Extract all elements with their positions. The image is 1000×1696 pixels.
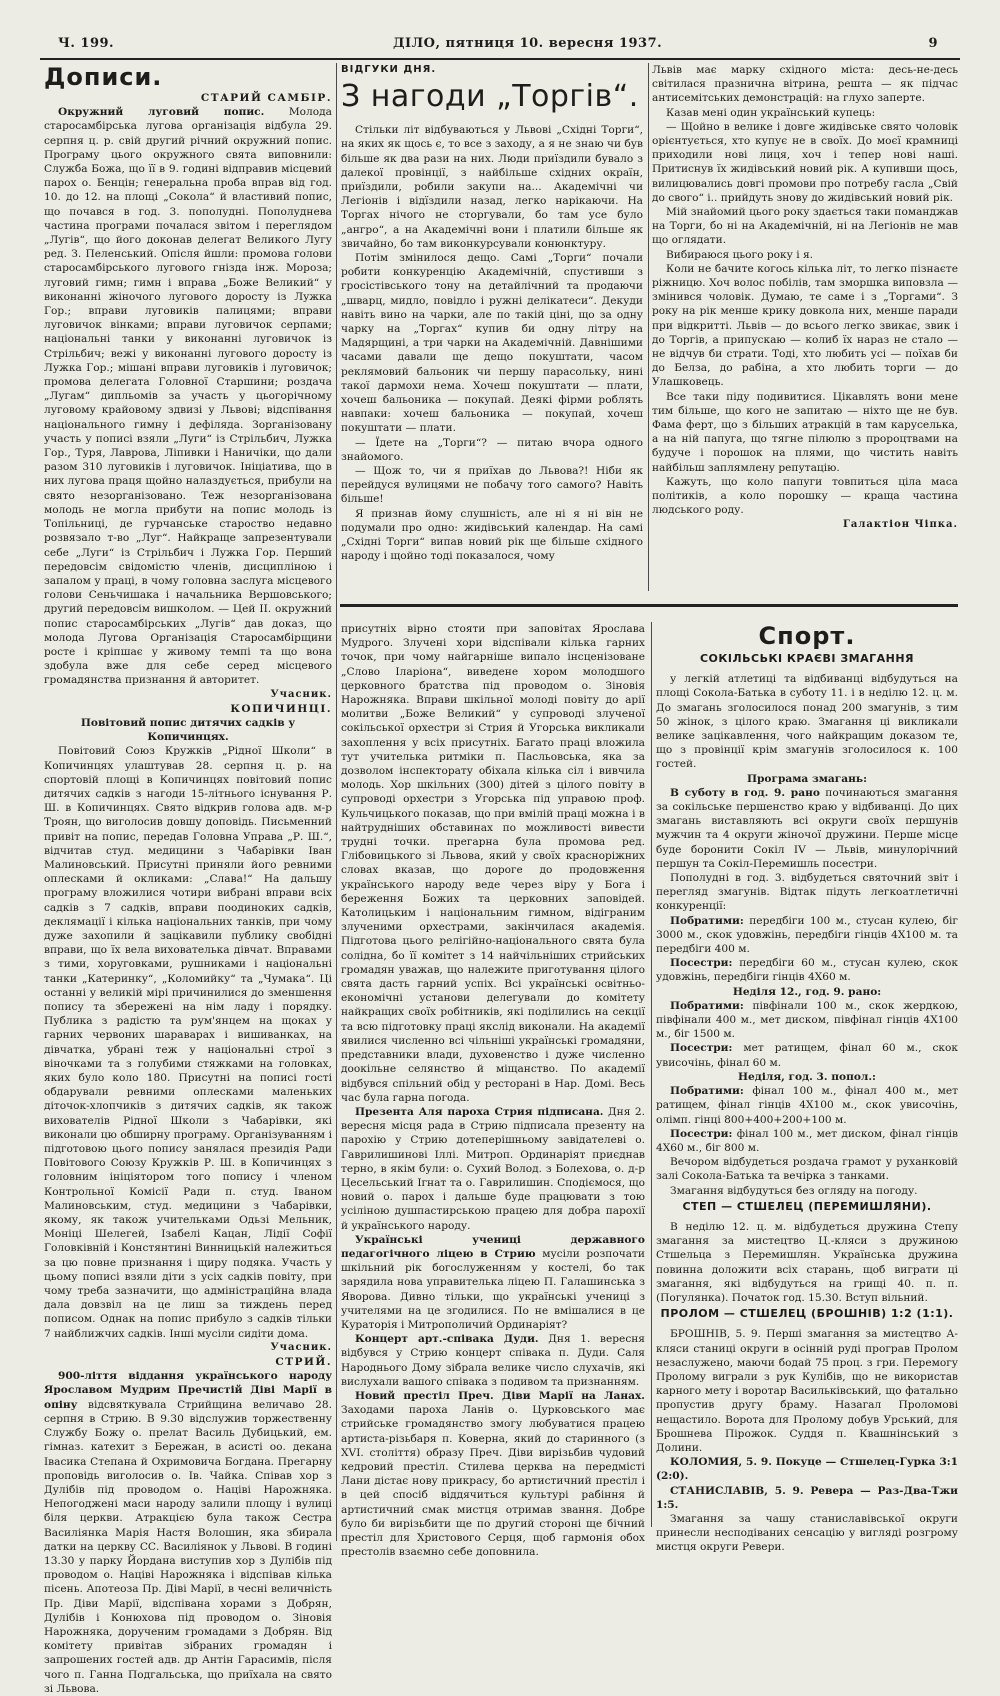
- issue-number: Ч. 199.: [58, 36, 115, 51]
- program-day: Неділя, год. 3. попол.:: [738, 1070, 876, 1083]
- vidguky-kicker: ВІДГУКИ ДНЯ.: [341, 64, 437, 75]
- program-text: починаються змагання за сокільське першенство краю у відбиванці. До цих змагань виставляють всі округи своїх першунів мужчин та 4 округи жіночої дружини. Перше місце буде боронити Сокіл IV — Львів, минулорічний першун та Сокіл-Перемишль посестри.: [656, 786, 958, 870]
- paragraph: Пополудні в год. 3. відбудеться святочний звіт і перегляд змагунів. Відтак підуть легкоатлетичні конкуренції:: [656, 872, 958, 913]
- dopysy-column: [44, 63, 332, 1695]
- paragraph: Стільки літ відбуваються у Львові „Східні Торги“, на яких як щось є, то все з заходу, а я не знаю чи був більше як два рази на них. Люди приїздили бувало з далекої провінції, з найбільше східних окраїн, приїздили, робили закупи на... Академічні чи Легіонів і відїздили назад, легко нарікаючи. На Торгах нічого не сторгували, бо там усе було „ангро“, а на Академічні вони і платили більше як звичайно, бо там виконкурсували конюнктуру.: [341, 124, 643, 250]
- news-title: Українські учениці державного педагогічного ліцею в Стрию: [341, 1233, 645, 1260]
- paragraph: присутніх вірно стояти при заповітах Ярослава Мудрого. Злучені хори відспівали кілька гарних точок, при чому найгарніше випало інсценізоване „Слово Іларіона“, виведене хором молодшого церковного братства під проводом о. Зіновія Нарожняка. Вправи шкільної молоді повіту до арії молитви „Боже Великий“ у супроводі злученої сокільської орхестри зі Стрия й Угорська викликали захоплення у всіх присутніх. Багато праці вложила тут учителька ритміки п. Пасльовська, яка за дозволом інспекторату обіхала кілька сіл і вивчила молодь. Хор шкільних (300) дітей з цілого повіту в супроводі орхестри з Угорська під управою проф. Кульчицького показав, що при вмілій праці можна і в найтрудніших обставинах по можливості вивести трудні точки. прегарна була промова ред. Глібовицького зі Львова, який у своїх красноріжних словах вказав, що дороге до продовження українського народу веде через віру у Бога і береження Божих та церковних заповідей. Католицьким і національним гимном, відіграним злученими орхестрами, закінчилася академія. Підготова цього релігійно-національного свята була солідна, бо її комітет з 14 найчільніших стрийських громадян уважав, що належите приготування цілого свята дасть гарний успіх. Всі українські освітньо-економічні установи делегували до комітету найкращих своїх робітників, які поділились на секції та всю підготовку праці якслід виконали. На академії явилися численно всі чільніші українські громадяни, представники влади, духовенство і дуже численно доокільне селянство й міщанство. По академії відбувся спільний обід у ресторані в Нар. Домі. Весь час була гарна погода.: [341, 623, 645, 1104]
- place-staryi-sambir: СТАРИЙ САМБІР.: [200, 92, 332, 104]
- news-item: [341, 1389, 645, 1559]
- news-text: мусіли розпочати шкільний рік богослуженням у костелі, бо так зарядила нова управителька ліцею П. Галашинська з Яворова. Дивно тільки, що українські учениці з учителями на це згодилися. По не вмішалися в це Кураторія і Митрополичий Ординаріят?: [341, 1247, 645, 1331]
- article-text: Молода старосамбірська лугова організація відбула 29. серпня ц. р. свій другий річний окружний попис. Програму цього окружного свята виповнили: Служба Божа, що її в 9. годині відправив місцевий парох о. Бенцін; генеральна проба вправ від год. 10. до 12. на площі „Сокола“ й властивий попис, що почався в год. 3. пополудні. Пополуднева частина програми почалася звітом і переглядом „Лугів“, що його доконав делегат Великого Лугу ред. З. Пеленський. Опісля йшли: промова голови старосамбірського лугового гнізда інж. Мороза; луговий гимн; гимн і вправа „Боже Великий“ у виконанні жіночого лугового доросту із Лужка Гор.; вправи луговиків палицями; вправи луговичок вінками; вправи луговичок серпами; національні танки у виконанні луговичок із Стрільбич; вежі у виконанні лугового доросту із Лужка Гор.; мішані вправи луговиків і луговичок; промова делегата Головної Старшини; роздача „Лугам“ дипльомів за участь у цьогорічному луговому крайовому здвизі у Львові; відспівання національного гимну і дефіляда. Зорганізовану участь у пописі взяли „Луги“ із Стрільбич, Лужка Гор., Туря, Лаврова, Ліпивки і Наничіки, що дали разом 310 луговиків і луговичок. Ініціатива, що в них лугова праця щойно налаздується, прибули на свято незорганізовано. Теж незорганізована молодь не могла прибути на попис молодь із Топільниці, де гурчанське староство недавно розвязало т-во „Луг“. Найкраще запрезентували себе „Луги“ із Стрільбич і Лужка Гор. Перший передовсім свідомістю членів, дисципліною і запалом у праці, в чому головна заслуга місцевого голови Сеньчишака і начальника Вершовського; другий передовсім вишколом. — Цей II. окружний попис старосамбірських „Лугів“ дав доказ, що молода Лугова Організація Старосамбірщини росте і кріпшає у живому темпі та що вона здобула вже для себе серед місцевого громадянства признання й авторитет.: [44, 106, 332, 687]
- match-heading: ПРОЛОМ — СТШЕЛЕЦ (БРОШНІВ) 1:2 (1:1).: [660, 1307, 954, 1321]
- program-item: [656, 914, 958, 957]
- column-divider: [651, 622, 652, 1527]
- program-label: Побратими:: [670, 999, 744, 1012]
- program-label: В суботу в год. 9. рано: [670, 786, 820, 799]
- paragraph: В неділю 12. ц. м. відбудеться дружина Степу змагання за мистецтво Ц.-кляси з дружиною Стшельца з Перемишлян. Українська дружина повинна доложити всіх старань, щоб виграти ці змагання, які відбудуться на грищі 40. п. п. (Погулянка). Початок год. 15.30. Вступ вільний.: [656, 1220, 958, 1304]
- paragraph: Змагання відбудуться без огляду на погоду.: [670, 1184, 918, 1197]
- program-item: [656, 999, 958, 1042]
- news-text: Дня 2. вересня місця рада в Стрию підписала презенту на парохію у Стрию дотеперішньому завідателеві о. Гаврилишинові Іллі. Митроп. Ординаріят приєднав терно, в якім були: о. Сухий Волод. з Болехова, о. д-р Цесельський Ігнат та о. Гаврилишин. Сподіємося, що новий о. парох і дальше буде працювати з тою усіліною душпастирською працею для добра парохії й українського народу.: [341, 1105, 645, 1232]
- paragraph: у легкій атлетиці та відбиванці відбудуться на площі Сокола-Батька в суботу 11. і в неділю 12. ц. м. До змагань зголосилося понад 200 змагунів, з тим 50 жінок, з цілого краю. Змагання ці викликали велике зацікавлення, чого найкращим доказом те, що з провінції крім змагунів зголосилося к. 100 гостей.: [656, 673, 958, 771]
- program-label: Побратими:: [670, 1085, 744, 1098]
- place-stryi: СТРИЙ.: [275, 1356, 332, 1369]
- vidguky-continued: [652, 63, 958, 591]
- column-divider: [648, 63, 649, 591]
- program-heading: Програма змагань:: [746, 772, 868, 785]
- article-title: 900-ліття віддання українського народу Ярославом Мудрим Пречистій Діві Марії в опіну: [44, 1370, 332, 1411]
- article-title: Повітовий попис дитячих садків у Копичинцях.: [80, 716, 296, 744]
- article-900-years: [44, 1369, 332, 1696]
- program-label: Посестри:: [670, 1127, 733, 1140]
- program-item: [656, 1084, 958, 1127]
- paragraph: БРОШНІВ, 5. 9. Перші змагання за мистецтво А-кляси станиці округи в осінній руді програв Пролом незаслужено, маючи бодай 75 проц. з гри. Перемогу Пролому виграли з рук Кулібів, що не використав карного мету і воротар Васильківський, що фатально пропустив другу браму. Назагал Проломові нещастило. Ворота для Пролому добув Урський, для Брошнева Пірожок. Суддя п. Квашнінський з Долини.: [656, 1328, 958, 1454]
- paragraph: Вечором відбудеться роздача грамот у руханковій залі Сокола-Батька та вечірка з танками.: [656, 1156, 958, 1183]
- program-label: Посестри:: [670, 957, 733, 970]
- page-number: 9: [928, 36, 938, 51]
- news-title: Новий престіл Преч. Діви Марії на Ланах.: [355, 1389, 645, 1402]
- article-text: відсвяткувала Стрийщина величаво 28. серпня в Стрию. В 9.30 відслужив торжественну Службу Божу о. прелат Василь Дубицький, ем. гімназ. катехит з Бережан, в асисті оо. декана Івасика Степана й Охримовича Богдана. Прегарну проповідь виголосив о. Ів. Чайка. Співав хор з Дулібів під проводом о. Націві Нарожняка. Непогоджені маси народу залили площу і вулиці біля церкви. Атракцією була також Сестра Василіянка Марія Настя Волошин, яка збирала датки на церкву СС. Василіянок у Львові. В годині 13.30 у парку Йордана виступив хор з Дулібів під проводом о. Націві Нарожняка і відспівав кілька пісень. Апотеоза Пр. Діві Марії, в чесні величність Пр. Діви Марії, відспівана хорами з Добрян, Дулібів і Конюхова під проводом о. Зіновія Нарожняка, дорученим громадами з Добрян. Від комітету привітав зібраних громадян і запрошених гостей адв. др Антін Гарасимів, після чого п. Ганна Подгальська, що приїхала на свято зі Львова.: [44, 1398, 332, 1695]
- paragraph: Потім змінилося дещо. Самі „Торги“ почали робити конкуренцію Академічній, спустивши з гросістівського тону на детайлічний та продаючи „шварц, мидло, повідло і ружні делікатеси“. Декуди навіть вино на чарки, але по такій ціні, що за одну чарку на „Торгах“ купив би одну літру на Мадярщині, а три чарки на Академічній. Давнішими часами давали ще дещо покуштати, часом реклямовий бальоник чи першу парасольку, нині такої дармохи нема. Хочеш покуштати — плати, хочеш бальоника — покупай. Деякі фірми роблять навпаки: хочеш бальоника — покупай, хочеш покуштати — плати.: [341, 252, 643, 435]
- paragraph: Казав мені один український купець:: [666, 106, 876, 119]
- paragraph: Мій знайомий цього року здається таки поманджав на Торги, бо ні на Академічній, ні на Легіонів не мав що оглядати.: [652, 206, 958, 247]
- program-day: Неділя 12., год. 9. рано:: [732, 985, 882, 998]
- paragraph: — Щойно в велике і довге жидівське свято чоловік орієнтується, хто купує не в своїх. До моєї крамниці приходили нові лиця, хоч і тепер нові наші. Притиснув їх жидівський новий рік. А купивши щось, вилицювались довгі промови про потребу гасла „Свій до свого“ і.. прийдуть знову до жидівський новий рік.: [652, 120, 958, 204]
- author-signature: Галактіон Чіпка.: [842, 518, 958, 530]
- news-text: Дня 1. вересня відбувся у Стрию концерт співака п. Дуди. Саля Народнього Дому зібрала велике число слухачів, які вислухали вашого співака з подивом та признанням.: [341, 1333, 645, 1388]
- news-title: Презента Аля пароха Стрия підписана.: [355, 1105, 604, 1118]
- match-result: КОЛОМИЯ, 5. 9. Покуце — Стшелец-Гурка 3:1 (2:0).: [656, 1456, 958, 1483]
- program-item: [656, 1041, 958, 1069]
- paragraph: Вибираюся цього року і я.: [666, 248, 814, 261]
- program-text: фінал 100 м., фінал 400 м., мет ратищем, фінал гінців 4Х100 м., скок увисочінь, олімп. гінці 800+400+200+100 м.: [656, 1085, 958, 1126]
- news-item: [341, 1105, 645, 1233]
- program-text: фінал 100 м., мет диском, фінал гінців 4Х60 м., біг 800 м.: [656, 1127, 958, 1154]
- column-divider: [336, 63, 337, 1541]
- article-text: Повітовий Союз Кружків „Рідної Школи“ в Копичинцях улаштував 28. серпня ц. р. на спортовій площі в Копичинцях повітовий попис дитячих садків з нагоди 15-літнього існування Р. Ш. в Копичинцях. Свято відкрив голова адв. м-р Троян, що виголосив довшу доповідь. Письменний привіт на попис, передав Головна Управа „Р. Ш.“, відчитав студ. медицини з Чабарівки Іван Малиновський. Присутні приняли його ревними оплесками й окликами: „Слава!“ На дальшу програму вложилися чотири вибрані вправи всіх садків з 7 садків, вправи поодиноких садків, деклямації і кілька національних танків, при чому дуже захопили й зацікавили публику свобідні вправи, що їх вела вихователька дівчат. Вправами з тими, хоруговками, рушниками і національні танки „Катеринку“, „Коломийку“ та „Чумака“. Ці останні у великій мірі причинилися до зменшення попису та збережені на нім ладу і порядку. Публика з радістю та рум'янцем на щоках у гарних червоних шараварах і вишиванках, на дівчатка, убрані теж у національні строї з віночками та з голубими стяжками на головках, яких було коло 180. Присутні на пописі гості обдарували ревними оплесками маленьких діточок-хлопчиків з дитячих садків, як також вихователів Рідної Школи з Чабарівки, які виконали цю обширну програму. Організуванням і підготовою цього попису занялася президія Ради Повітового Союзу Кружків Р. Ш. в Копичинцях з головним ініціятором того попису і членом Контрольної Комісії Ради п. студ. Іваном Малиновським, студ. медицини з Чабарівки, якому, як також учительками Одьзі Мельник, Моніці Шелегей, Ізабелі Кацан, Лідії Софії Головківній і Констянтині Винницькій належиться за цю повне признання і щиру подяка. Участь у цьому пописі взяли діти з усіх садків повіту, при чому треба зазначити, що адміністраційна влада дала довзвіл на це лиш за тиждень перед пописом. Однак на попис прибуло з садків тільки 7 найближчих садків. Інші мусіли сидіти дома.: [44, 745, 332, 1340]
- top-rule: [40, 58, 960, 60]
- program-item: [656, 956, 958, 984]
- stryi-continued: [341, 622, 645, 1559]
- paragraph: Я признав йому слушність, але ні я ні він не подумали про одно: жидівський календар. На самі „Східні Торги“ випав новий рік ще більше східного народу і щойно тоді показалося, чому: [341, 507, 643, 563]
- program-item: [656, 786, 958, 871]
- program-text: мет ратищем, фінал 60 м., скок увисочінь, фінал 60 м.: [656, 1042, 959, 1069]
- program-label: Побратими:: [670, 914, 744, 927]
- paragraph: — Щож то, чи я приїхав до Львова?! Ніби як перейдуся вулицями не побачу того самого? Навіть більше!: [341, 465, 643, 506]
- sport-heading: Спорт.: [758, 622, 856, 650]
- news-item: [341, 1332, 645, 1389]
- match-result: СТАНИСЛАВІВ, 5. 9. Ревера — Раз-Два-Тжи 1:5.: [656, 1484, 958, 1511]
- news-item: [341, 1233, 645, 1332]
- sport-column: [656, 622, 959, 1554]
- vidguky-column: [341, 63, 643, 591]
- news-text: Заходами пароха Ланів о. Цурковського має стрийське громадянство змогу любуватися працею артиста-різьбаря п. Коверна, який до старинного (з XVI. століття) образу Преч. Діви вирізьбив чудовий кедровий престіл. Стилева церква на передмісті Лани дістає нову прикрасу, бо артистичний престіл і в цей спосіб віддячиться культурі рабіння й артистичний смак мистця отримав звання. Добре було би вирізьбити ще по другий стороні ще бічний престіл для Христового Серця, щоб гармонія обох престолів взаємно себе доповнила.: [341, 1404, 645, 1559]
- dopysy-heading: Дописи.: [44, 63, 163, 91]
- program-text: передбіги 60 м., стусан кулею, скок удовжінь, передбіги гінців 4Х60 м.: [656, 957, 958, 984]
- paragraph: Все таки піду подивитися. Цікавлять вони мене тим більше, що кого не запитаю — ніхто ще не був. Фама ферт, що з більших атракцій в там каруселька, а на ній папуга, що тягне пілюлю з пророцтвами на будуче і порошок на плями, що чистить навіть найбільш заплямлену репутацію.: [652, 390, 958, 474]
- match-heading: СТЕП — СТШЕЛЕЦ (ПЕРЕМИШЛЯНИ).: [682, 1199, 932, 1213]
- program-item: [656, 1127, 958, 1155]
- paragraph: Кажуть, що коло папуги товпиться ціла маса політиків, а коло порошку — краща частина людського роду.: [652, 475, 958, 517]
- article-lug-review: [44, 105, 332, 687]
- paper-date: ДІЛО, пятниця 10. вересня 1937.: [393, 36, 663, 51]
- article-title: Окружний луговий попис.: [58, 106, 265, 119]
- paragraph: Львів має марку східного міста: десь-не-десь світилася празнична вітрина, решта — як підчас антисемітських демонстрацій: на глухо заперте.: [652, 64, 958, 105]
- program-text: півфінали 100 м., скок жердкою, півфінали 400 м., мет диском, півфінал гінців 4Х100 м., біг 1500 м.: [656, 999, 958, 1041]
- signature: Учасник.: [270, 1341, 332, 1353]
- signature: Учасник.: [270, 688, 332, 700]
- program-text: передбіги 100 м., стусан кулею, біг 3000 м., скок удовжінь, передбіги гінців 4Х100 м. та передбіги 400 м.: [656, 914, 958, 956]
- vidguky-title: З нагоди „Торгів“.: [341, 79, 639, 115]
- paragraph: — Їдете на „Торги“? — питаю вчора одного знайомого.: [341, 436, 643, 463]
- paragraph: Коли не бачите когось кілька літ, то легко пізнаєте ріжницю. Хоч волос побілів, там зморшка виповзла — змінився чоловік. Думаю, те саме і з „Торгами“. З року на рік менше крику довкола них, менше паради при відкритті. Львів — до всього легко звикає, звик і до Торгів, а припускаю — колиб їх нараз не стало — не відчув би страти. Тоді, хто любить усі — поїхав би до Белза, до рабіна, а хто любить торги — до Улашковець.: [652, 262, 958, 389]
- news-title: Концерт арт.-співака Дуди.: [355, 1333, 539, 1346]
- place-kopychyntsi: КОПИЧИНЦІ.: [230, 702, 332, 715]
- section-rule: [340, 604, 958, 607]
- paragraph: Змагання за чашу станиславівської округи принесли несподіваних сенсацію у вигляді розгрому мистця округи Ревери.: [656, 1512, 958, 1554]
- program-label: Посестри:: [670, 1042, 733, 1055]
- masthead: [58, 36, 938, 56]
- sport-subheading: СОКІЛЬСЬКІ КРАЄВІ ЗМАГАННЯ: [699, 652, 915, 665]
